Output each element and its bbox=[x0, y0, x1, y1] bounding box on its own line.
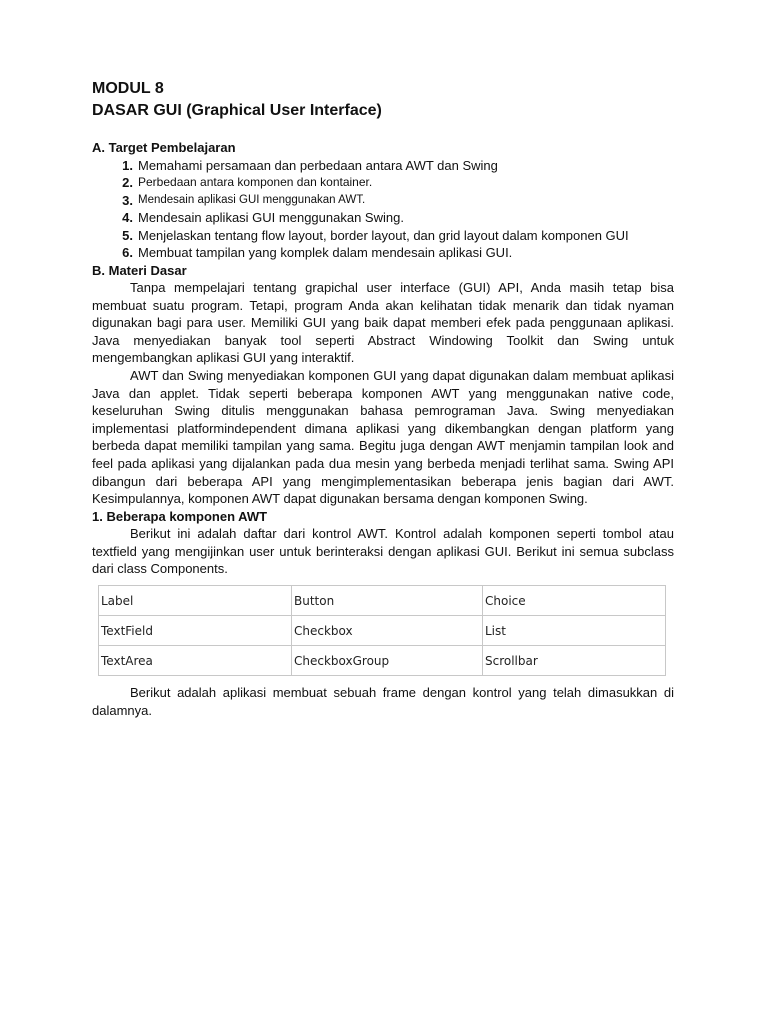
list-item-number: 2. bbox=[122, 175, 133, 190]
list-item-number: 5. bbox=[122, 227, 133, 243]
table-cell: Button bbox=[292, 586, 483, 616]
table-cell: Label bbox=[99, 586, 292, 616]
table-row bbox=[99, 646, 666, 676]
list-item bbox=[92, 192, 674, 210]
table-row bbox=[99, 586, 666, 616]
table-cell: TextArea bbox=[99, 646, 292, 676]
list-item bbox=[92, 157, 674, 175]
module-title: MODUL 8 bbox=[92, 80, 164, 97]
table-row bbox=[99, 616, 666, 646]
list-item bbox=[92, 227, 674, 245]
list-item-number: 1. bbox=[122, 157, 133, 173]
table-cell: Checkbox bbox=[292, 616, 483, 646]
document-page bbox=[92, 78, 674, 719]
list-item-text: Perbedaan antara komponen dan kontainer. bbox=[138, 175, 373, 189]
list-item-text: Menjelaskan tentang flow layout, border layout, dan grid layout dalam komponen GUI bbox=[138, 227, 629, 243]
list-item bbox=[92, 209, 674, 227]
module-subtitle: DASAR GUI (Graphical User Interface) bbox=[92, 102, 382, 119]
paragraph-frame-example: Berikut adalah aplikasi membuat sebuah frame dengan kontrol yang telah dimasukkan di dalamnya. bbox=[92, 685, 674, 718]
awt-components-table bbox=[98, 585, 666, 676]
list-item-number: 4. bbox=[122, 210, 133, 225]
list-item-text: Mendesain aplikasi GUI menggunakan Swing. bbox=[138, 210, 404, 225]
list-item-text: Membuat tampilan yang komplek dalam mendesain aplikasi GUI. bbox=[138, 245, 513, 260]
list-item-text: Mendesain aplikasi GUI menggunakan AWT. bbox=[138, 193, 366, 206]
table-cell: List bbox=[483, 616, 666, 646]
list-item bbox=[92, 174, 674, 192]
section-b-heading: B. Materi Dasar bbox=[92, 262, 187, 278]
learning-targets-list bbox=[92, 157, 674, 262]
section-a-heading: A. Target Pembelajaran bbox=[92, 140, 236, 155]
paragraph-awt-controls: Berikut ini adalah daftar dari kontrol AWT. Kontrol adalah komponen seperti tombol atau textfield yang mengijinkan user untuk berinteraksi dengan aplikasi GUI. Berikut ini semua subclass dari class Components. bbox=[92, 526, 674, 577]
paragraph-awt-swing: AWT dan Swing menyediakan komponen GUI yang dapat digunakan dalam membuat aplikasi Java dan applet. Tidak seperti beberapa komponen AWT yang menggunakan native code, keseluruhan Swing ditulis menggunakan bahasa pemrograman Java. Swing menyediakan implementasi platformindependent dimana aplikasi yang dikembangkan dengan platform yang berbeda dapat memiliki tampilan yang sama. Begitu juga dengan AWT menjamin tampilan look and feel pada aplikasi yang dijalankan pada dua mesin yang berbeda menjadi terlihat sama. Swing API dibangun dari beberapa API yang mengimplementasikan beberapa jenis bagian dari AWT. Kesimpulannya, komponen AWT dapat digunakan bersama dengan komponen Swing. bbox=[92, 367, 674, 507]
list-item-text: Memahami persamaan dan perbedaan antara AWT dan Swing bbox=[138, 157, 498, 173]
table-cell: TextField bbox=[99, 616, 292, 646]
table-cell: Choice bbox=[483, 586, 666, 616]
subsection-1-heading: 1. Beberapa komponen AWT bbox=[92, 508, 268, 524]
table-cell: CheckboxGroup bbox=[292, 646, 483, 676]
table-cell: Scrollbar bbox=[483, 646, 666, 676]
list-item bbox=[92, 244, 674, 262]
paragraph-gui-intro: Tanpa mempelajari tentang grapichal user interface (GUI) API, Anda masih tetap bisa membuat suatu program. Tetapi, program Anda akan kelihatan tidak menarik dan tidak nyaman digunakan bagi para user. Memiliki GUI yang baik dapat memberi efek pada penggunaan aplikasi. Java menyediakan banyak tool seperti Abstract Windowing Toolkit dan Swing untuk mengembangkan aplikasi GUI yang interaktif. bbox=[92, 280, 674, 366]
list-item-number: 6. bbox=[122, 245, 133, 260]
list-item-number: 3. bbox=[122, 192, 133, 208]
